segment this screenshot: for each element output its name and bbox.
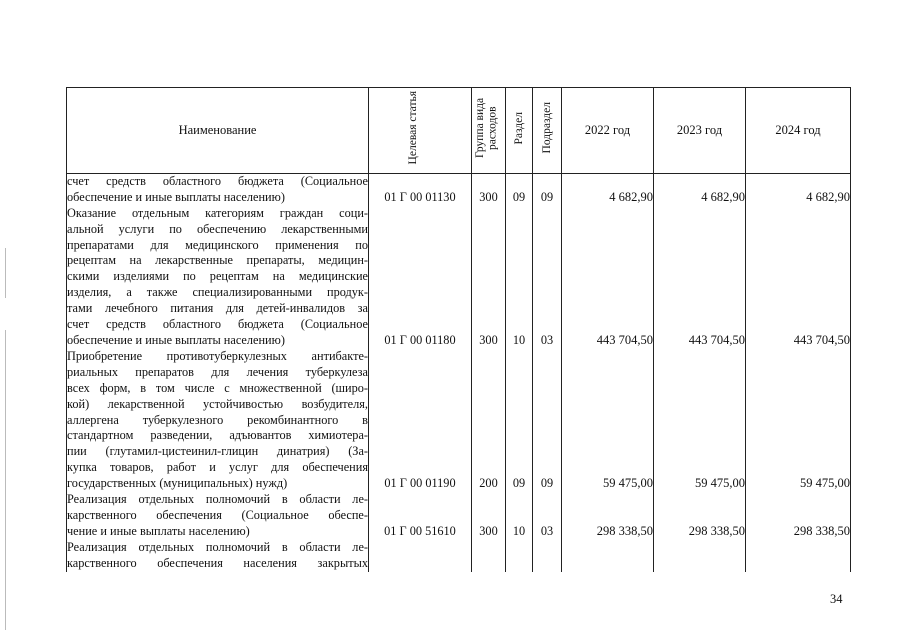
header-year-2022: 2022 год — [562, 88, 654, 174]
row-name-line: альной услуги по обеспечению лекарственными — [67, 221, 368, 236]
budget-table-container — [66, 87, 850, 579]
row-amount-2023: 298 338,50 — [654, 492, 746, 540]
header-year-2024: 2024 год — [746, 88, 851, 174]
row-expense-group — [472, 540, 506, 572]
table-row — [67, 492, 851, 540]
row-name-line: государственных (муниципальных) нужд) — [67, 476, 288, 491]
header-name: Наименование — [67, 88, 369, 174]
row-name-cell — [67, 349, 369, 492]
row-name-line: обеспечение и иные выплаты населению) — [67, 189, 285, 204]
row-name-line: аллергена туберкулезного рекомбинантного в — [67, 412, 368, 427]
row-name-line: кой) лекарственной устойчивостью возбудителя, — [67, 396, 368, 411]
row-subsection: 03 — [533, 206, 562, 349]
row-subsection — [533, 540, 562, 572]
table-header-row — [67, 88, 851, 174]
row-name-line: изделия, а также специализированными продук- — [67, 285, 368, 300]
table-row — [67, 540, 851, 572]
row-amount-2024: 298 338,50 — [746, 492, 851, 540]
header-expense-group: Группа вида расходов — [472, 88, 506, 174]
row-amount-2022 — [562, 540, 654, 572]
row-name-line: тами лечебного питания для детей-инвалидов за — [67, 301, 368, 316]
header-subsection: Подраздел — [533, 88, 562, 174]
table-body — [67, 173, 851, 571]
row-amount-2024 — [746, 540, 851, 572]
row-name-line: обеспечение и иные выплаты населению) — [67, 332, 285, 347]
row-section — [506, 540, 533, 572]
scan-edge-mark — [5, 330, 6, 630]
row-name-line: Реализация отдельных полномочий в области ле- — [67, 539, 368, 554]
row-name-cell — [67, 173, 369, 205]
row-expense-group: 300 — [472, 492, 506, 540]
row-name-line: счет средств областного бюджета (Социальное — [67, 173, 368, 188]
row-name-line: риальных препаратов для лечения туберкулеза — [67, 364, 368, 379]
row-name-line: всех форм, в том числе с множественной (широ- — [67, 380, 368, 395]
row-name-line: карственного обеспечения (Социальное обеспе- — [67, 507, 368, 522]
scan-edge-mark — [5, 248, 6, 298]
row-name-line: Приобретение противотуберкулезных антибакте- — [67, 348, 368, 363]
row-name-line: скими изделиями по рецептам на медицинские — [67, 269, 368, 284]
row-expense-group: 300 — [472, 206, 506, 349]
row-amount-2024: 4 682,90 — [746, 173, 851, 205]
row-name-line: Оказание отдельным категориям граждан соци- — [67, 205, 368, 220]
row-subsection: 09 — [533, 349, 562, 492]
row-name-line: карственного обеспечения населения закрытых — [67, 555, 368, 570]
row-amount-2024: 59 475,00 — [746, 349, 851, 492]
row-target-article: 01 Г 00 51610 — [369, 492, 472, 540]
row-name-cell — [67, 540, 369, 572]
row-name-line: Реализация отдельных полномочий в области ле- — [67, 492, 368, 507]
row-section: 09 — [506, 349, 533, 492]
row-target-article — [369, 540, 472, 572]
row-target-article: 01 Г 00 01180 — [369, 206, 472, 349]
row-amount-2024: 443 704,50 — [746, 206, 851, 349]
row-name-line: пии (глутамил-цистеинил-глицин динатрия) (За- — [67, 444, 368, 459]
row-amount-2022: 4 682,90 — [562, 173, 654, 205]
row-name-line: препаратами для медицинского применения по — [67, 237, 368, 252]
row-expense-group: 200 — [472, 349, 506, 492]
row-target-article: 01 Г 00 01190 — [369, 349, 472, 492]
row-subsection: 03 — [533, 492, 562, 540]
header-section: Раздел — [506, 88, 533, 174]
row-amount-2023: 59 475,00 — [654, 349, 746, 492]
page-number: 34 — [830, 592, 843, 606]
table-row — [67, 349, 851, 492]
table-row — [67, 173, 851, 205]
row-section: 09 — [506, 173, 533, 205]
header-target-article: Целевая статья — [369, 88, 472, 174]
row-name-line: стандартном разведении, адъювантов химиотера- — [67, 428, 368, 443]
header-year-2023: 2023 год — [654, 88, 746, 174]
row-section: 10 — [506, 206, 533, 349]
row-amount-2022: 298 338,50 — [562, 492, 654, 540]
row-expense-group: 300 — [472, 173, 506, 205]
row-name-line: купка товаров, работ и услуг для обеспечения — [67, 460, 368, 475]
row-target-article: 01 Г 00 01130 — [369, 173, 472, 205]
row-name-line: чение и иные выплаты населению) — [67, 523, 250, 538]
row-amount-2023: 443 704,50 — [654, 206, 746, 349]
row-name-line: счет средств областного бюджета (Социальное — [67, 317, 368, 332]
row-amount-2022: 443 704,50 — [562, 206, 654, 349]
budget-table — [66, 87, 851, 572]
row-name-cell — [67, 492, 369, 540]
row-amount-2023 — [654, 540, 746, 572]
table-row — [67, 206, 851, 349]
row-amount-2022: 59 475,00 — [562, 349, 654, 492]
row-name-cell — [67, 206, 369, 349]
row-amount-2023: 4 682,90 — [654, 173, 746, 205]
row-name-line: рецептам на лекарственные препараты, медицин- — [67, 253, 368, 268]
row-section: 10 — [506, 492, 533, 540]
row-subsection: 09 — [533, 173, 562, 205]
